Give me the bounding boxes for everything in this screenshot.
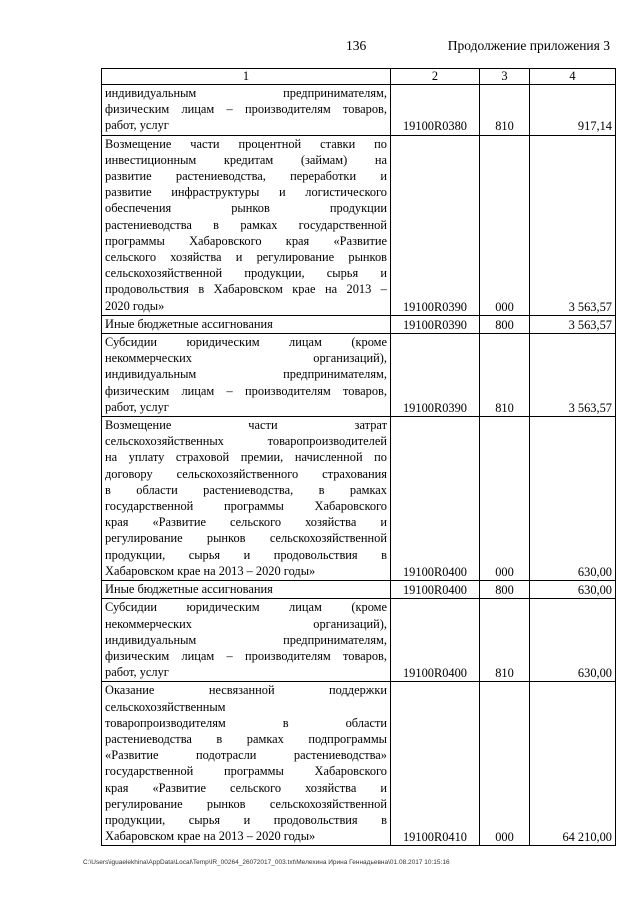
description-line: работ, услуг [105, 399, 169, 414]
description-line: Возмещение части процентной ставки по [105, 136, 387, 151]
row-amount: 3 563,57 [530, 135, 616, 315]
row-code: 19100R0400 [391, 417, 480, 581]
description-line: края «Развитие сельского хозяйства и [105, 780, 387, 795]
row-amount: 630,00 [530, 417, 616, 581]
description-line: растениеводства в рамках государственной [105, 217, 387, 232]
description-line: физическим лицам – производителям товаров, [105, 383, 387, 398]
description-line: Иные бюджетные ассигнования [105, 316, 273, 331]
description-line: физическим лицам – производителям товаров, [105, 102, 387, 117]
description-line: государственной программы Хабаровского [105, 499, 387, 514]
row-type-code: 810 [480, 85, 530, 136]
column-header: 3 [480, 69, 530, 85]
description-line: развитие растениеводства, переработки и [105, 169, 387, 184]
row-type-code: 800 [480, 315, 530, 333]
budget-table [101, 68, 616, 846]
table-row [102, 599, 616, 682]
description-line: регулирование рынков сельскохозяйственной [105, 796, 387, 811]
row-type-code: 000 [480, 682, 530, 846]
page-number: 136 [346, 38, 367, 53]
row-code: 19100R0390 [391, 135, 480, 315]
description-line: работ, услуг [105, 118, 169, 133]
description-line: некоммерческих организаций), [105, 351, 387, 366]
description-line: сельского хозяйства и регулирование рынков [105, 250, 387, 265]
column-header: 1 [102, 69, 391, 85]
table-row [102, 315, 616, 333]
description-line: продукции, сырья и продовольствия в [105, 547, 387, 562]
table-row [102, 581, 616, 599]
table-header-row [102, 69, 616, 85]
row-amount: 630,00 [530, 599, 616, 682]
description-line: Возмещение части затрат [105, 418, 387, 433]
row-type-code: 800 [480, 581, 530, 599]
row-code: 19100R0400 [391, 581, 480, 599]
row-description [102, 581, 391, 599]
row-code: 19100R0400 [391, 599, 480, 682]
row-description [102, 682, 391, 846]
column-header: 4 [530, 69, 616, 85]
description-line: на уплату страховой премии, начисленной по [105, 450, 387, 465]
row-amount: 917,14 [530, 85, 616, 136]
row-code: 19100R0390 [391, 334, 480, 417]
row-description [102, 135, 391, 315]
description-line: сельскохозяйственных товаропроизводителей [105, 434, 387, 449]
table-row [102, 135, 616, 315]
description-line: Хабаровском крае на 2013 – 2020 годы» [105, 563, 316, 578]
description-line: края «Развитие сельского хозяйства и [105, 515, 387, 530]
row-description [102, 85, 391, 136]
description-line: в области растениеводства, в рамках [105, 482, 387, 497]
row-type-code: 810 [480, 599, 530, 682]
row-code: 19100R0380 [391, 85, 480, 136]
row-amount: 64 210,00 [530, 682, 616, 846]
description-line: Иные бюджетные ассигнования [105, 582, 273, 597]
description-line: продукции, сырья и продовольствия в [105, 812, 387, 827]
table-row [102, 682, 616, 846]
page-header [0, 38, 640, 58]
description-line: государственной программы Хабаровского [105, 764, 387, 779]
table-row [102, 334, 616, 417]
description-line: некоммерческих организаций), [105, 616, 387, 631]
description-line: 2020 годы» [105, 298, 165, 313]
description-line: растениеводства в рамках подпрограммы [105, 731, 387, 746]
description-line: физическим лицам – производителям товаров, [105, 648, 387, 663]
row-type-code: 000 [480, 417, 530, 581]
description-line: Хабаровском крае на 2013 – 2020 годы» [105, 829, 316, 844]
row-amount: 3 563,57 [530, 334, 616, 417]
row-amount: 630,00 [530, 581, 616, 599]
description-line: Субсидии юридическим лицам (кроме [105, 335, 387, 350]
description-line: «Развитие подотрасли растениеводства» [105, 748, 387, 763]
file-path-footer: C:\Users\iguaelekhina\AppData\Local\Temp\IR_00264_26072017_003.txt\Мелехина Ирина Геннадьевна\01.08.2017 10:15:16 [83, 859, 450, 866]
row-description [102, 599, 391, 682]
continuation-title: Продолжение приложения 3 [447, 38, 610, 53]
description-line: работ, услуг [105, 665, 169, 680]
table-row [102, 417, 616, 581]
description-line: индивидуальным предпринимателям, [105, 632, 387, 647]
row-amount: 3 563,57 [530, 315, 616, 333]
row-description [102, 315, 391, 333]
description-line: обеспечения рынков продукции [105, 201, 387, 216]
description-line: сельскохозяйственным [105, 699, 226, 714]
description-line: регулирование рынков сельскохозяйственной [105, 531, 387, 546]
table-row [102, 85, 616, 136]
description-line: продовольствия в Хабаровском крае на 2013 – [105, 282, 387, 297]
row-type-code: 810 [480, 334, 530, 417]
description-line: сельскохозяйственной продукции, сырья и [105, 266, 387, 281]
row-description [102, 417, 391, 581]
description-line: Субсидии юридическим лицам (кроме [105, 600, 387, 615]
description-line: инвестиционным кредитам (займам) на [105, 152, 387, 167]
description-line: индивидуальным предпринимателям, [105, 367, 387, 382]
row-code: 19100R0410 [391, 682, 480, 846]
description-line: Оказание несвязанной поддержки [105, 683, 387, 698]
description-line: индивидуальным предпринимателям, [105, 86, 387, 100]
row-type-code: 000 [480, 135, 530, 315]
description-line: товаропроизводителям в области [105, 715, 387, 730]
description-line: программы Хабаровского края «Развитие [105, 233, 387, 248]
row-description [102, 334, 391, 417]
description-line: развитие инфраструктуры и логистического [105, 185, 387, 200]
row-code: 19100R0390 [391, 315, 480, 333]
column-header: 2 [391, 69, 480, 85]
description-line: договору сельскохозяйственного страхования [105, 466, 387, 481]
